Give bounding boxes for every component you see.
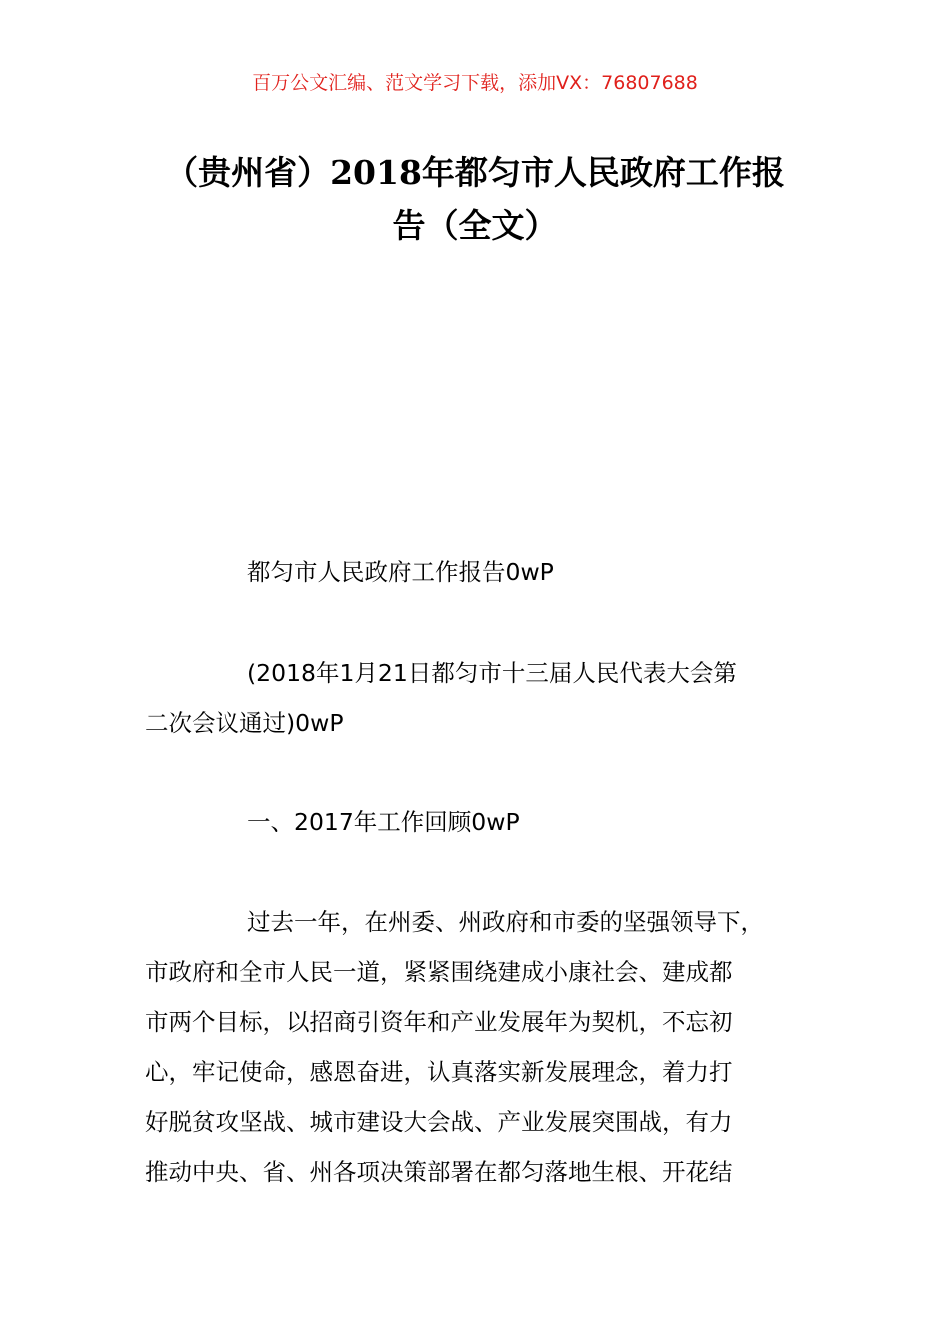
paragraph-line: 推动中央、省、州各项决策部署在都匀落地生根、开花结	[145, 1158, 733, 1186]
section-1-title: 一、2017年工作回顾0wP	[247, 808, 520, 836]
paragraph-line: 市两个目标，以招商引资年和产业发展年为契机，不忘初	[145, 1008, 733, 1036]
document-title	[0, 146, 950, 252]
adoption-date-paragraph	[145, 648, 835, 748]
paragraph-line: 心，牢记使命，感恩奋进，认真落实新发展理念，着力打	[145, 1058, 733, 1086]
date-line-1: (2018年1月21日都匀市十三届人民代表大会第	[247, 659, 737, 687]
date-line-2: 二次会议通过)0wP	[145, 709, 344, 737]
section-heading	[145, 797, 835, 847]
header-watermark-note: 百万公文汇编、范文学习下载，添加VX：76807688	[252, 72, 698, 94]
report-heading-text: 都匀市人民政府工作报告0wP	[247, 558, 554, 586]
title-line-1: （贵州省）2018年都匀市人民政府工作报	[165, 153, 785, 192]
paragraph-line: 好脱贫攻坚战、城市建设大会战、产业发展突围战，有力	[145, 1108, 733, 1136]
body-paragraph	[145, 897, 835, 1197]
report-heading	[145, 547, 835, 597]
paragraph-line: 过去一年，在州委、州政府和市委的坚强领导下，	[247, 908, 764, 936]
paragraph-line: 市政府和全市人民一道，紧紧围绕建成小康社会、建成都	[145, 958, 733, 986]
title-line-2: 告（全文）	[392, 206, 558, 245]
